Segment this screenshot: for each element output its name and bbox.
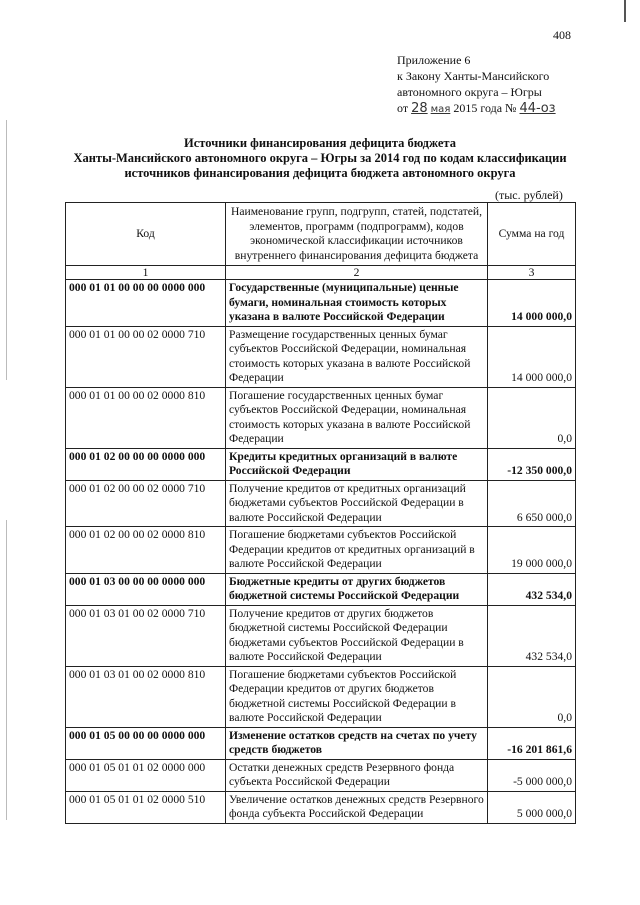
row-name: Увеличение остатков денежных средств Резервного фонда субъекта Российской Федерации	[226, 791, 488, 823]
units-label: (тыс. рублей)	[495, 188, 563, 202]
row-code: 000 01 02 00 00 02 0000 810	[66, 527, 226, 574]
row-code: 000 01 03 01 00 02 0000 710	[66, 605, 226, 666]
date-year-label: 2015 года №	[453, 101, 517, 115]
row-amount: 0,0	[488, 387, 576, 448]
row-code: 000 01 02 00 00 00 0000 000	[66, 448, 226, 480]
column-number: 3	[488, 266, 576, 280]
header-amount: Сумма на год	[488, 203, 576, 266]
row-code: 000 01 05 01 01 02 0000 510	[66, 791, 226, 823]
row-name: Изменение остатков средств на счетах по учету средств бюджетов	[226, 727, 488, 759]
column-number: 1	[66, 266, 226, 280]
row-name: Размещение государственных ценных бумаг субъектов Российской Федерации, номинальная стоимость которых указана в валюте Российской Федерации	[226, 326, 488, 387]
row-amount: 0,0	[488, 666, 576, 727]
row-name: Погашение бюджетами субъектов Российской Федерации кредитов от других бюджетов бюджетной системы Российской Федерации в валюте Российской Федерации	[226, 666, 488, 727]
row-amount: 432 534,0	[488, 605, 576, 666]
table-row	[66, 527, 576, 574]
table-header-row	[66, 203, 576, 266]
column-number-row	[66, 266, 576, 280]
table-row	[66, 791, 576, 823]
row-amount: 5 000 000,0	[488, 791, 576, 823]
date-day: 28	[411, 101, 428, 116]
appendix-region: автономного округа – Югры	[397, 85, 542, 99]
header-code: Код	[66, 203, 226, 266]
row-code: 000 01 01 00 00 00 0000 000	[66, 280, 226, 327]
table-row	[66, 666, 576, 727]
row-amount: 19 000 000,0	[488, 527, 576, 574]
row-name: Получение кредитов от кредитных организаций бюджетами субъектов Российской Федерации в валюте Российской Федерации	[226, 480, 488, 527]
table-row	[66, 573, 576, 605]
scan-edge-mark	[6, 520, 7, 820]
appendix-law: к Закону Ханты-Мансийского	[397, 69, 550, 83]
row-code: 000 01 03 01 00 02 0000 810	[66, 666, 226, 727]
row-code: 000 01 01 00 00 02 0000 710	[66, 326, 226, 387]
title-line-1: Источники финансирования дефицита бюджета	[184, 136, 456, 150]
row-name: Погашение государственных ценных бумаг субъектов Российской Федерации, номинальная стоимость которых указана в валюте Российской Федерации	[226, 387, 488, 448]
table-row	[66, 605, 576, 666]
row-amount: 6 650 000,0	[488, 480, 576, 527]
row-code: 000 01 01 00 00 02 0000 810	[66, 387, 226, 448]
appendix-date-line	[397, 100, 556, 118]
row-amount: -16 201 861,6	[488, 727, 576, 759]
row-code: 000 01 05 00 00 00 0000 000	[66, 727, 226, 759]
row-name: Государственные (муниципальные) ценные бумаги, номинальная стоимость которых указана в валюте Российской Федерации	[226, 280, 488, 327]
row-code: 000 01 03 00 00 00 0000 000	[66, 573, 226, 605]
row-amount: 14 000 000,0	[488, 280, 576, 327]
financing-table	[65, 202, 576, 824]
row-code: 000 01 05 01 01 02 0000 000	[66, 759, 226, 791]
title-line-2: Ханты-Мансийского автономного округа – Югры за 2014 год по кодам классификации	[73, 151, 567, 165]
row-amount: 432 534,0	[488, 573, 576, 605]
table-row	[66, 759, 576, 791]
column-number: 2	[226, 266, 488, 280]
table-row	[66, 727, 576, 759]
table-row	[66, 326, 576, 387]
table-row	[66, 448, 576, 480]
document-title	[60, 136, 580, 181]
table-row	[66, 387, 576, 448]
date-prefix: от	[397, 101, 409, 115]
date-month: мая	[430, 104, 451, 115]
row-amount: 14 000 000,0	[488, 326, 576, 387]
law-number: 44-оз	[519, 101, 556, 116]
row-name: Получение кредитов от других бюджетов бюджетной системы Российской Федерации бюджетами субъектов Российской Федерации в валюте Российской Федерации	[226, 605, 488, 666]
table-row	[66, 280, 576, 327]
appendix-title: Приложение 6	[397, 53, 471, 67]
scan-corner-mark	[624, 0, 626, 22]
page-number: 408	[553, 28, 571, 42]
row-name: Кредиты кредитных организаций в валюте Российской Федерации	[226, 448, 488, 480]
header-name: Наименование групп, подгрупп, статей, подстатей, элементов, программ (подпрограмм), кодов экономической классификации источников внутреннего финансирования дефицита бюджета	[226, 203, 488, 266]
title-line-3: источников финансирования дефицита бюджета автономного округа	[124, 166, 516, 180]
row-code: 000 01 02 00 00 02 0000 710	[66, 480, 226, 527]
row-name: Погашение бюджетами субъектов Российской Федерации кредитов от кредитных организаций в валюте Российской Федерации	[226, 527, 488, 574]
table-row	[66, 480, 576, 527]
appendix-block	[397, 52, 556, 118]
row-amount: -12 350 000,0	[488, 448, 576, 480]
row-name: Бюджетные кредиты от других бюджетов бюджетной системы Российской Федерации	[226, 573, 488, 605]
row-amount: -5 000 000,0	[488, 759, 576, 791]
scan-edge-mark	[6, 120, 7, 380]
row-name: Остатки денежных средств Резервного фонда субъекта Российской Федерации	[226, 759, 488, 791]
